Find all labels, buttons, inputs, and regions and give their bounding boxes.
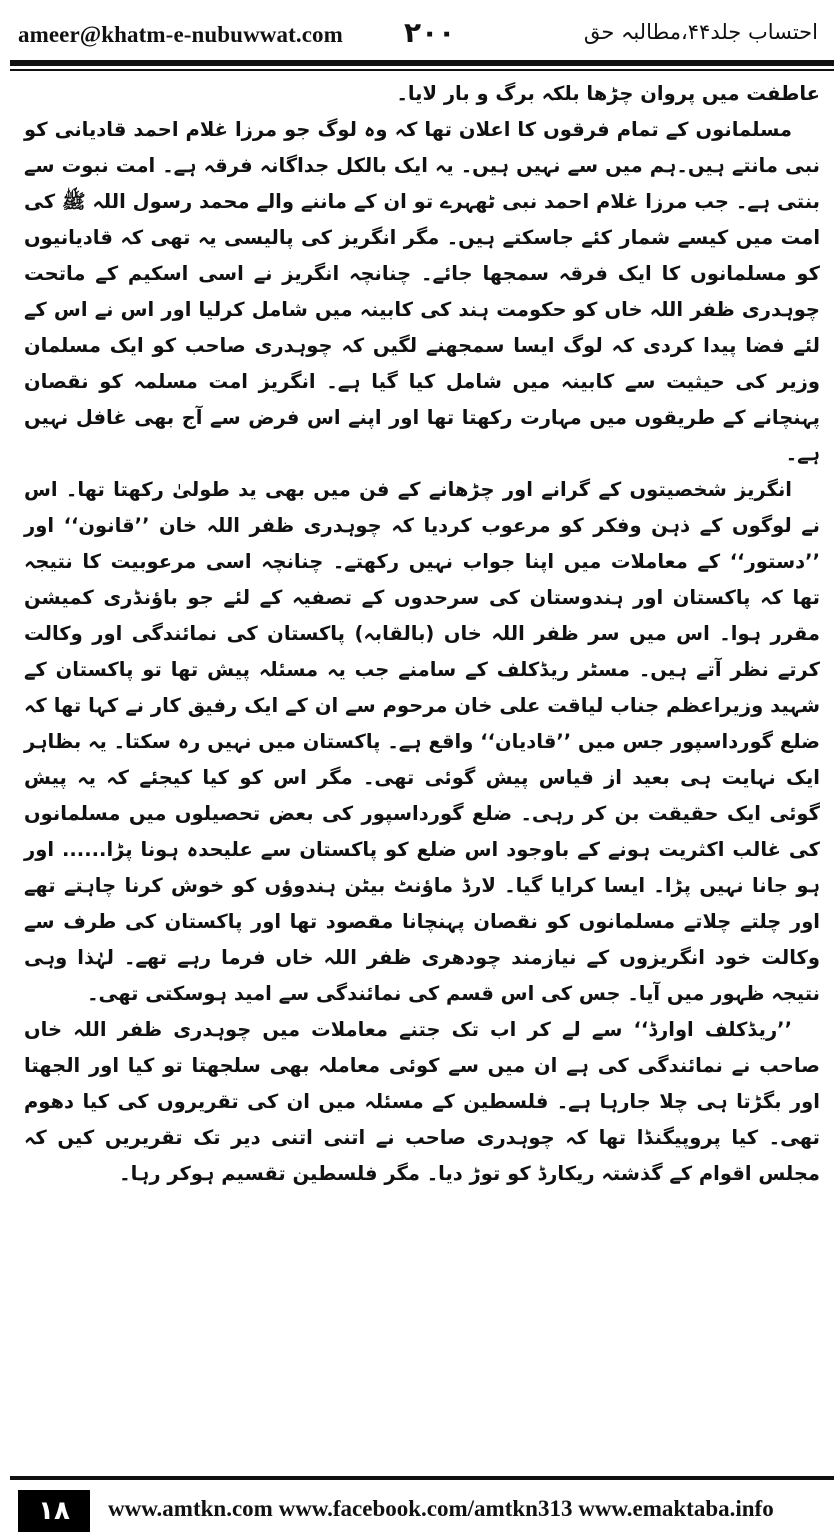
- paragraph: مسلمانوں کے تمام فرقوں کا اعلان تھا کہ وہ لوگ جو مرزا غلام احمد قادیانی کو نبی مانتے ہیں۔ہم میں سے نہیں ہیں۔ یہ ایک بالکل جداگانہ فرقہ ہے۔ امت نبوت سے بنتی ہے۔ جب مرزا غلام احمد نبی ٹھہرے تو ان کے ماننے والے محمد رسول اللہ ﷺ کی امت میں کیسے شمار کئے جاسکتے ہیں۔ مگر انگریز کی پالیسی یہ تھی کہ قادیانیوں کو مسلمانوں کا ایک فرقہ سمجھا جائے۔ چنانچہ انگریز نے اسی اسکیم کے ماتحت چوہدری ظفر اللہ خاں کو حکومت ہند کی کابینہ میں شامل کرلیا اور اس نے اس کے لئے فضا پیدا کردی کہ لوگ ایسا سمجھنے لگیں کہ چوہدری صاحب کو ایک مسلمان وزیر کی حیثیت سے کابینہ میں شامل کیا گیا ہے۔ انگریز امت مسلمہ کو نقصان پہنچانے کے طریقوں میں مہارت رکھتا تھا اور اپنے اس فرض سے آج بھی غافل نہیں ہے۔: [24, 118, 820, 465]
- header-divider-thin: [10, 69, 834, 71]
- footer-divider: [10, 1476, 834, 1480]
- header-divider-thick: [10, 60, 834, 66]
- page-header: [18, 8, 828, 52]
- page-number: ۲۰۰: [404, 16, 456, 49]
- book-title: احتساب جلد۴۴،مطالبہ حق: [583, 20, 818, 44]
- body-text: [24, 76, 820, 1192]
- footer-page-badge: ۱۸: [18, 1490, 90, 1532]
- header-email: ameer@khatm-e-nubuwwat.com: [18, 22, 343, 47]
- paragraph: انگریز شخصیتوں کے گرانے اور چڑھانے کے فن میں بھی ید طولیٰ رکھتا تھا۔ اس نے لوگوں کے ذہن وفکر کو مرعوب کردیا کہ چوہدری ظفر اللہ خان ’’قانون‘‘ اور ’’دستور‘‘ کے معاملات میں اپنا جواب نہیں رکھتے۔ چنانچہ اسی مرعوبیت کا نتیجہ تھا کہ پاکستان اور ہندوستان کی سرحدوں کے تصفیہ کے لئے جو باؤنڈری کمیشن مقرر ہوا۔ اس میں سر ظفر اللہ خاں (بالقابہ) پاکستان کی نمائندگی اور وکالت کرتے نظر آتے ہیں۔ مسٹر ریڈکلف کے سامنے جب یہ مسئلہ پیش تھا تو پاکستان کے شہید وزیراعظم جناب لیاقت علی خان مرحوم سے ان کے ایک رفیق کار نے کہا تھا کہ ضلع گورداسپور جس میں ’’قادیان‘‘ واقع ہے۔ پاکستان میں نہیں رہ سکتا۔ یہ بظاہر ایک نہایت ہی بعید از قیاس پیش گوئی تھی۔ مگر اس کو کیا کیجئے کہ یہ پیش گوئی ایک حقیقت بن کر رہی۔ ضلع گورداسپور کی بعض تحصیلوں میں مسلمانوں کی غالب اکثریت ہونے کے باوجود اس ضلع کو پاکستان سے علیحدہ ہونا پڑا...... اور ہو جانا نہیں پڑا۔ ایسا کرایا گیا۔ لارڈ ماؤنٹ بیٹن ہندوؤں کو خوش کرنا چاہتے تھے اور چلتے چلاتے مسلمانوں کو نقصان پہنچانا مقصود تھا اور پاکستان کی طرف سے وکالت خود انگریزوں کے نیازمند چودھری ظفر اللہ خاں فرما رہے تھے۔ لہٰذا وہی نتیجہ ظہور میں آیا۔ جس کی اس قسم کی نمائندگی سے امید ہوسکتی تھی۔: [24, 478, 820, 1005]
- footer-links: www.amtkn.com www.facebook.com/amtkn313 www.emaktaba.info: [108, 1496, 774, 1521]
- paragraph: عاطفت میں پروان چڑھا بلکہ برگ و بار لایا۔: [396, 82, 820, 105]
- paragraph: ’’ریڈکلف اوارڈ‘‘ سے لے کر اب تک جتنے معاملات میں چوہدری ظفر اللہ خاں صاحب نے نمائندگی کی ہے ان میں سے کوئی معاملہ بھی سلجھتا تو کیا اور الجھتا اور بگڑتا ہی چلا جارہا ہے۔ فلسطین کے مسئلہ میں ان کی تقریروں کی کیا دھوم تھی۔ کیا پروپیگنڈا تھا کہ چوہدری صاحب نے اتنی اتنی دیر تک تقریریں کیں کہ مجلس اقوام کے گذشتہ ریکارڈ کو توڑ دیا۔ مگر فلسطین تقسیم ہوکر رہا۔: [24, 1018, 820, 1185]
